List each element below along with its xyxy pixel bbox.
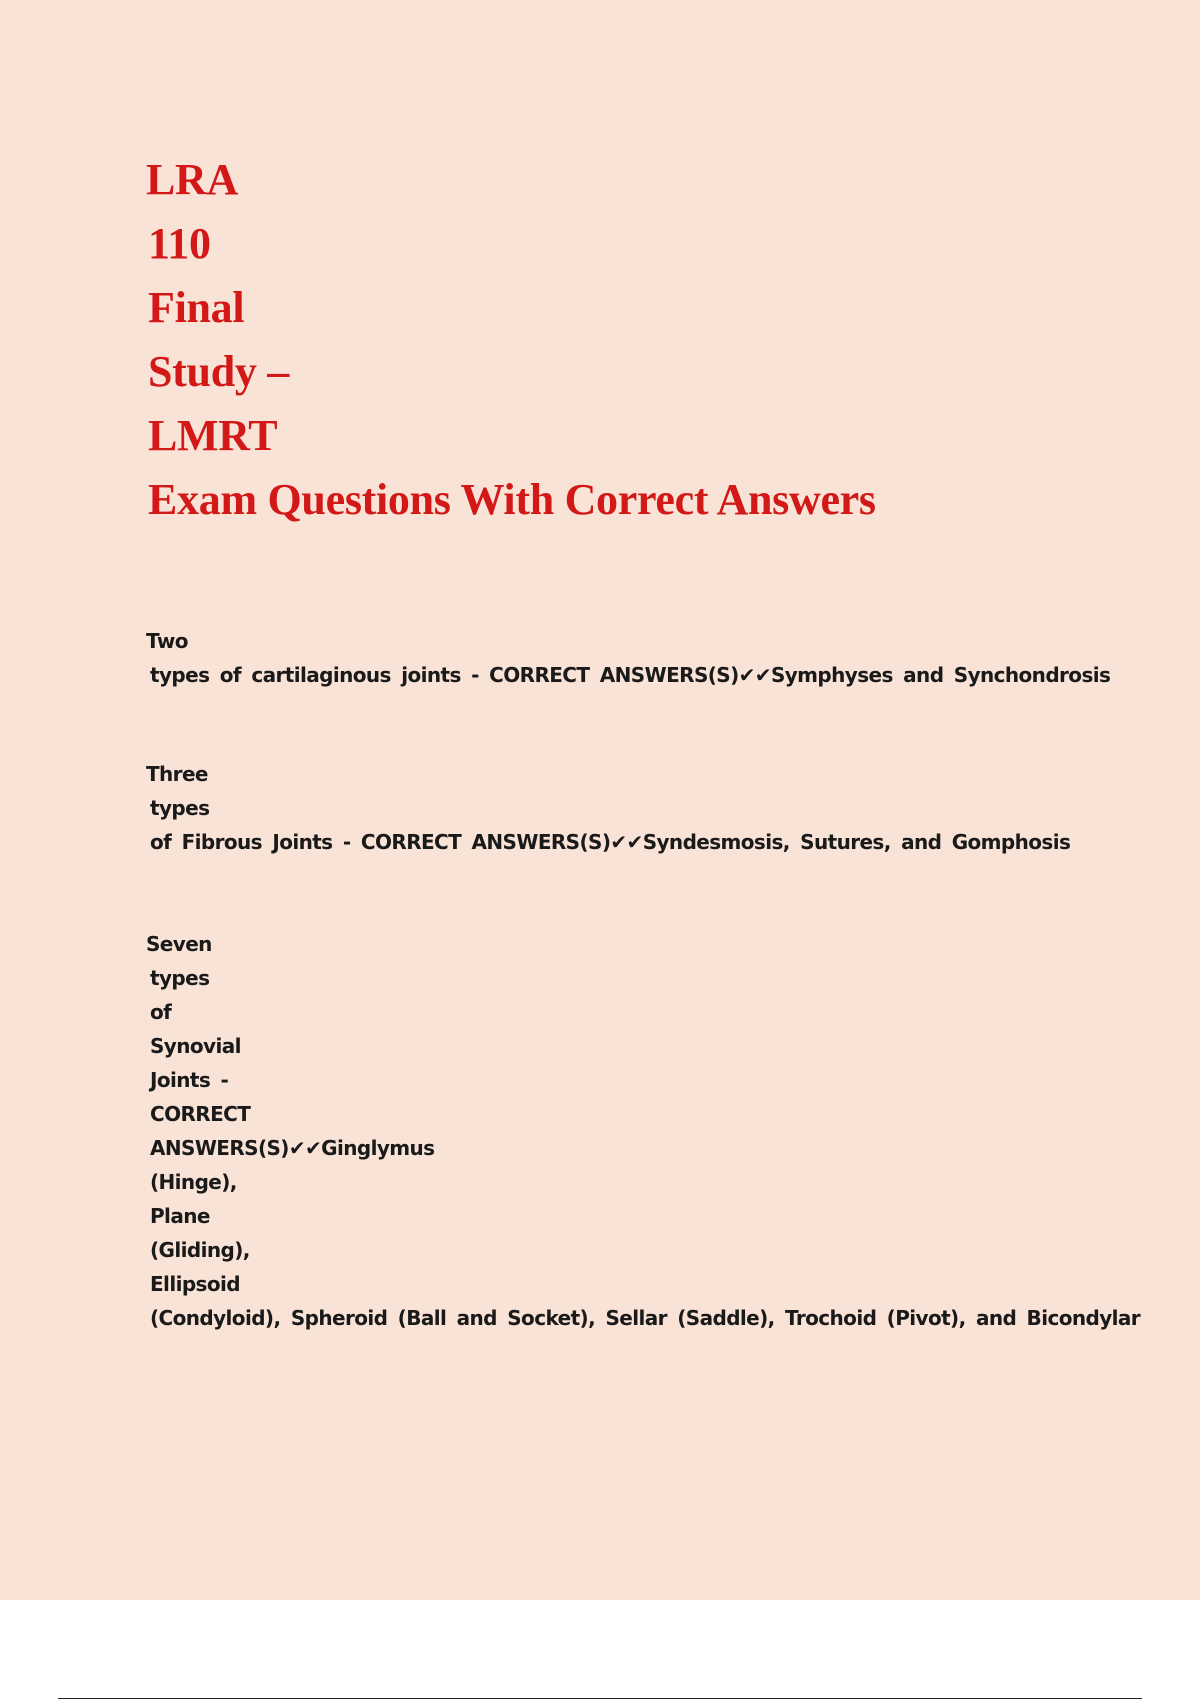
qa-line: ANSWERS(S)✔✔Ginglymus (150, 1136, 435, 1160)
footer-divider (58, 1698, 1142, 1699)
qa-line: CORRECT (150, 1102, 251, 1126)
title-line: Exam Questions With Correct Answers (148, 475, 876, 524)
qa-line: (Gliding), (150, 1238, 250, 1262)
qa-line: Three (146, 762, 208, 786)
title-line: LMRT (148, 411, 278, 460)
qa-item-cartilaginous-joints (146, 624, 1150, 692)
qa-line: Plane (150, 1204, 210, 1228)
qa-line: (Hinge), (150, 1170, 237, 1194)
title-line: Final (148, 283, 245, 332)
qa-line: types of cartilaginous joints - CORRECT ANSWERS(S)✔✔Symphyses and Synchondrosis (150, 663, 1111, 687)
qa-line: of (150, 1000, 172, 1024)
qa-item-fibrous-joints (146, 757, 1150, 859)
qa-item-synovial-joints (146, 927, 1150, 1335)
qa-line: types (150, 796, 210, 820)
title-line: LRA (146, 155, 238, 204)
title-line: Study – (148, 347, 289, 396)
qa-line: Ellipsoid (150, 1272, 240, 1296)
title-line: 110 (148, 219, 211, 268)
qa-line: Two (146, 629, 188, 653)
qa-line: Seven (146, 932, 212, 956)
qa-line: Synovial (150, 1034, 241, 1058)
document-title (148, 148, 1148, 532)
qa-line: of Fibrous Joints - CORRECT ANSWERS(S)✔✔Syndesmosis, Sutures, and Gomphosis (150, 830, 1071, 854)
qa-line: (Condyloid), Spheroid (Ball and Socket), Sellar (Saddle), Trochoid (Pivot), and Bicondylar (150, 1306, 1141, 1330)
qa-line: Joints - (150, 1068, 229, 1092)
qa-line: types (150, 966, 210, 990)
